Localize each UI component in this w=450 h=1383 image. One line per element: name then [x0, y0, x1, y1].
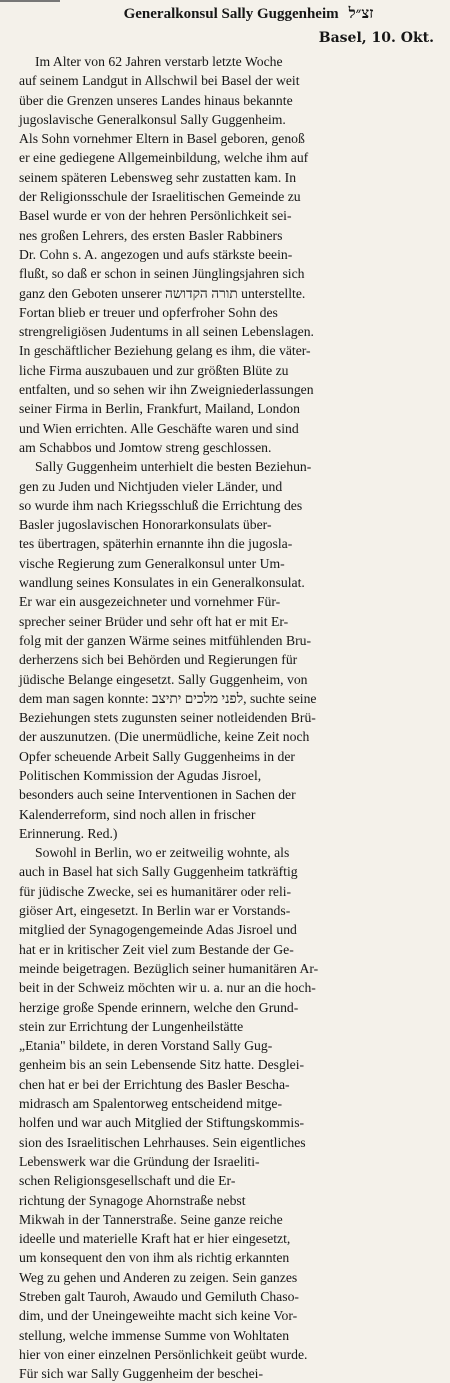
article-paragraph [19, 843, 438, 1383]
text-line: folg mit der ganzen Wärme seines mitfühlenden Bru- [19, 632, 312, 648]
text-line: so wurde ihm nach Kriegsschluß die Errichtung des [19, 497, 303, 513]
text-line: liche Firma auszubauen und zur größten Blüte zu [19, 362, 289, 378]
text-line: tes übertragen, späterhin ernannte ihn die jugosla- [19, 536, 293, 552]
text-line: er eine gediegene Allgemeinbildung, welche ihm auf [19, 150, 309, 166]
text-line: beit in der Schweiz möchten wir u. a. nur an die hoch- [19, 980, 316, 996]
text-line: über die Grenzen unseres Landes hinaus bekannte [19, 92, 293, 108]
text-line: und Wien errichten. Alle Geschäfte waren und sind [19, 420, 299, 436]
text-line: ideelle und materielle Kraft hat er hier eingesetzt, [19, 1231, 291, 1247]
text-line: Politischen Kommission der Agudas Jisroel, [19, 767, 262, 783]
text-line: Basel wurde er von der hehren Persönlichkeit sei- [19, 208, 292, 224]
text-line: ganz den Geboten unserer תורה הקדושה unterstellte. [19, 285, 306, 301]
text-line: herzige große Spende erinnern, welche den Grund- [19, 999, 299, 1015]
article-paragraph [19, 457, 438, 843]
text-line: seinem späteren Lebensweg sehr zustatten kam. In [19, 169, 297, 185]
text-line: auf seinem Landgut in Allschwil bei Basel der weit [19, 73, 300, 89]
text-line: genheim bis an sein Lebensende Sitz hatte. Desglei- [19, 1057, 305, 1073]
text-line: Dr. Cohn s. A. angezogen und aufs stärkste beein- [19, 246, 293, 262]
text-line: um konsequent den von ihm als richtig erkannten [19, 1250, 290, 1266]
headline-title: Generalkonsul Sally Guggenheim [123, 6, 339, 22]
text-line: chen hat er bei der Errichtung des Basler Bescha- [19, 1076, 290, 1092]
text-line: In geschäftlicher Beziehung gelang es ihm, die väter- [19, 343, 311, 359]
text-line: besonders auch seine Interventionen in Sachen der [19, 787, 296, 803]
text-line: Lebenswerk war die Gründung der Israeliti- [19, 1153, 260, 1169]
text-line: stein zur Errichtung der Lungenheilstätte [19, 1018, 244, 1034]
text-line: sion des Israelitischen Lehrhauses. Sein eigentliches [19, 1134, 306, 1150]
article-body [19, 52, 438, 1383]
text-line: Sally Guggenheim unterhielt die besten Beziehun- [35, 459, 312, 475]
text-line: richtung der Synagoge Ahornstraße nebst [19, 1192, 246, 1208]
text-line: giöser Art, eingesetzt. In Berlin war er Vorstands- [19, 903, 291, 919]
text-line: „Etania" bildete, in deren Vorstand Sally Gug- [19, 1038, 273, 1054]
text-line: midrasch am Spalentorweg entscheidend mitge- [19, 1096, 283, 1112]
dateline: Basel, 10. Okt. [318, 30, 434, 46]
text-line: Im Alter von 62 Jahren verstarb letzte Woche [35, 54, 283, 69]
text-line: Beziehungen stets zugunsten seiner notleidenden Brü- [19, 710, 316, 726]
text-line: flußt, so daß er schon in seinen Jünglingsjahren sich [19, 266, 305, 282]
text-line: jugoslavische Generalkonsul Sally Guggenheim. [19, 111, 286, 127]
text-line: gen zu Juden und Nichtjuden vieler Länder, und [19, 478, 283, 494]
text-line: Kalenderreform, sind noch allen in frischer [19, 806, 256, 822]
text-line: vische Regierung zum Generalkonsul unter Um- [19, 555, 285, 571]
text-line: Er war ein ausgezeichneter und vornehmer Für- [19, 594, 281, 610]
text-line: Fortan blieb er treuer und opferfroher Sohn des [19, 304, 278, 320]
text-line: meinde beigetragen. Bezüglich seiner humanitären Ar- [19, 960, 319, 976]
text-line: seiner Firma in Berlin, Frankfurt, Mailand, London [19, 401, 300, 417]
text-line: Basler jugoslavischen Honorarkonsulats über- [19, 517, 272, 533]
text-line: hier von einer einzelnen Persönlichkeit geübt wurde. [19, 1346, 308, 1362]
text-line: dem man sagen konnte: לפני מלכים יתיצב, suchte seine [19, 690, 317, 706]
text-line: derherzens sich bei Behörden und Regierungen für [19, 652, 298, 668]
text-line: mitglied der Synagogengemeinde Adas Jisroel und [19, 922, 297, 938]
text-line: für jüdische Zwecke, sei es humanitärer oder reli- [19, 883, 292, 899]
article-paragraph [19, 52, 438, 457]
text-line: entfalten, und so sehen wir ihn Zweigniederlassungen [19, 382, 314, 398]
text-line: Weg zu gehen und Anderen zu zeigen. Sein ganzes [19, 1269, 298, 1285]
text-line: nes großen Lehrers, des ersten Basler Rabbiners [19, 227, 283, 243]
memorial-mark: זצ״ל [348, 4, 374, 22]
text-line: jüdische Belange eingesetzt. Sally Guggenheim, von [19, 671, 308, 687]
text-line: Sowohl in Berlin, wo er zeitweilig wohnte, als [35, 845, 290, 861]
text-line: wandlung seines Konsulates in ein Generalkonsulat. [19, 575, 305, 591]
text-line: auch in Basel hat sich Sally Guggenheim tatkräftig [19, 864, 298, 880]
text-line: Streben galt Tauroh, Awaudo und Gemiluth Chaso- [19, 1289, 299, 1304]
text-line: schen Religionsgesellschaft und die Er- [19, 1173, 236, 1189]
text-line: Erinnerung. Red.) [19, 825, 118, 841]
text-line: stellung, welche immense Summe von Wohltaten [19, 1327, 290, 1343]
text-line: strengreligiösen Judentums in all seinen Lebenslagen. [19, 324, 314, 340]
text-line: Als Sohn vornehmer Eltern in Basel geboren, genoß [19, 131, 305, 147]
cut-edge-rule [0, 0, 60, 2]
text-line: dim, und der Uneingeweihte macht sich keine Vor- [19, 1308, 298, 1324]
text-line: Für sich war Sally Guggenheim der beschei- [19, 1366, 264, 1382]
text-line: holfen und war auch Mitglied der Stiftungskommis- [19, 1115, 305, 1131]
text-line: am Schabbos und Jomtow streng geschlossen. [19, 439, 272, 455]
text-line: der auszunutzen. (Die unermüdliche, keine Zeit noch [19, 729, 310, 745]
article-headline [59, 4, 438, 30]
text-line: hat er in kritischer Zeit viel zum Bestande der Ge- [19, 941, 294, 957]
text-line: Opfer scheuende Arbeit Sally Guggenheims in der [19, 748, 295, 764]
text-line: sprecher seiner Brüder und sehr oft hat er mit Er- [19, 613, 289, 629]
text-line: Mikwah in der Tannerstraße. Seine ganze reiche [19, 1211, 283, 1227]
text-line: der Religionsschule der Israelitischen Gemeinde zu [19, 189, 301, 205]
